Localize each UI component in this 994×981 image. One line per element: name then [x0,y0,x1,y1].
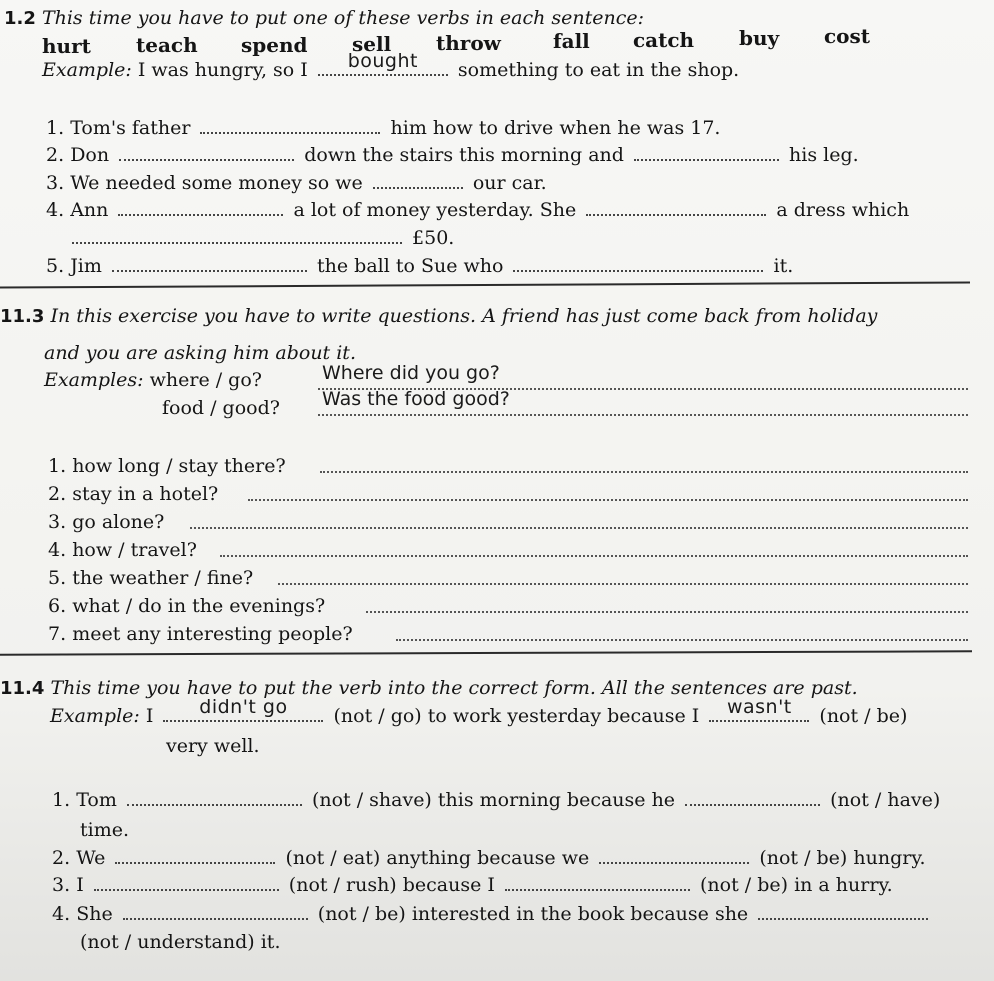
item-text: £50. [412,227,455,249]
example-answer: bought [347,50,418,72]
item-text: (not / be) in a hurry. [700,874,893,896]
item-text: We needed some money so we [70,172,363,194]
example-answer: Where did you go? [322,362,500,384]
item-text: Tom [76,789,117,811]
item-number: 4. [48,539,67,561]
answer-line[interactable] [278,583,968,585]
item-text: She [76,903,113,925]
item-number: 3. [46,172,65,194]
answer-blank[interactable] [373,171,463,189]
exercise-11-4-item-3 [52,873,893,897]
example-answer: Was the food good? [322,388,510,410]
answer-blank[interactable] [118,198,283,216]
exercise-1-2-item-5 [46,254,793,278]
item-text: the ball to Sue who [317,255,504,277]
section-number: 1.2 [4,8,36,29]
item-text: down the stairs this morning and [304,144,624,166]
answer-blank[interactable] [94,873,279,891]
item-text: it. [773,255,794,277]
item-number: 4. [52,903,71,925]
item-number: 1. [46,117,65,139]
verb-teach: teach [136,33,198,57]
section-instruction: This time you have to put the verb into the correct form. All the sentences are past. [50,677,858,699]
example-prompt: where / go? [149,369,262,391]
answer-blank[interactable] [115,846,275,864]
item-text: I [76,874,84,896]
example-11-4 [50,696,908,728]
item-number: 2. [46,144,65,166]
item-prompt: meet any interesting people? [72,623,353,645]
item-text: (not / rush) because I [288,874,495,896]
answer-blank[interactable] [112,254,307,272]
exercise-11-3-item-4 [48,538,197,562]
example-answer: wasn't [726,696,792,718]
exercise-11-4-item-1 [52,788,940,812]
item-prompt: go alone? [72,511,165,533]
answer-line[interactable] [396,639,968,641]
item-number: 7. [48,623,67,645]
exercise-11-3-item-5 [48,566,253,590]
example-blank [318,50,448,76]
example-text-a: I [145,705,154,727]
exercise-1-2-item-3 [46,171,547,195]
item-text: (not / be) hungry. [759,847,926,869]
exercise-1-2-item-1 [46,116,720,140]
item-text: (not / be) interested in the book because she [317,903,749,925]
item-number: 1. [48,455,67,477]
exercise-1-2-item-4 [46,198,909,222]
item-number: 6. [48,595,67,617]
item-number: 2. [52,847,71,869]
answer-blank[interactable] [513,254,763,272]
example-answer-line [318,414,968,416]
verb-hurt: hurt [42,34,91,58]
item-text: (not / shave) this morning because he [311,789,676,811]
item-prompt: the weather / fine? [72,567,254,589]
answer-blank[interactable] [119,143,294,161]
item-number: 5. [46,255,65,277]
example-1-2 [42,50,740,82]
example-blank [163,696,323,722]
item-number: 3. [48,511,67,533]
section-instruction: This time you have to put one of these verbs in each sentence: [41,7,645,29]
item-text-cont: time. [80,819,130,841]
verb-sell: sell [352,32,392,56]
answer-line[interactable] [248,499,968,501]
item-text: We [76,847,106,869]
verb-cost: cost [824,24,871,48]
examples-11-3-row-1 [44,368,262,392]
exercise-11-3-item-1 [48,454,286,478]
exercise-11-4-item-2 [52,846,926,870]
item-text: (not / eat) anything because we [285,847,590,869]
examples-11-3-row-2 [162,396,280,420]
item-text: our car. [472,172,547,194]
item-prompt: how / travel? [72,539,197,561]
item-text: Jim [70,255,102,277]
example-blank [709,696,809,722]
item-text: him how to drive when he was 17. [390,117,721,139]
exercise-11-3-item-3 [48,510,164,534]
example-answer: didn't go [199,696,288,718]
item-number: 2. [48,483,67,505]
item-text: a dress which [776,199,910,221]
section-instruction-cont: and you are asking him about it. [44,342,356,364]
answer-blank[interactable] [599,846,749,864]
item-number: 5. [48,567,67,589]
example-text-a: I was hungry, so I [137,59,308,81]
answer-blank[interactable] [685,788,820,806]
item-text-cont: (not / understand) it. [80,931,281,953]
exercise-11-3-item-7 [48,622,353,646]
answer-line[interactable] [320,471,968,473]
item-text: Tom's father [70,117,191,139]
answer-blank[interactable] [72,226,402,244]
item-text: his leg. [789,144,859,166]
answer-line[interactable] [220,555,968,557]
verb-spend: spend [241,33,308,57]
item-number: 3. [52,874,71,896]
section-divider [0,281,970,288]
example-text-b: (not / go) to work yesterday because I [333,705,700,727]
example-label: Example: [42,59,132,81]
item-text: a lot of money yesterday. She [293,199,577,221]
section-divider [0,650,972,655]
exercise-11-3-item-6 [48,594,325,618]
answer-line[interactable] [366,611,968,613]
answer-blank[interactable] [127,788,302,806]
exercise-1-2-item-4-cont [68,226,454,250]
example-text-d: very well. [166,735,260,757]
verb-buy: buy [739,26,780,50]
item-number: 1. [52,789,71,811]
item-prompt: what / do in the evenings? [72,595,326,617]
section-instruction: In this exercise you have to write questions. A friend has just come back from holiday [50,305,878,327]
answer-blank[interactable] [634,143,779,161]
item-prompt: how long / stay there? [72,455,286,477]
exercise-1-2-item-2 [46,143,859,167]
answer-line[interactable] [190,527,968,529]
example-prompt: food / good? [162,397,280,419]
item-number: 4. [46,199,65,221]
verb-catch: catch [633,28,695,52]
example-text-c: (not / be) [819,705,908,727]
example-text-b: something to eat in the shop. [457,59,740,81]
section-11-3-header [0,304,877,329]
exercise-11-3-item-2 [48,482,218,506]
item-text: Don [70,144,110,166]
item-text: (not / have) [830,789,941,811]
exercise-11-4-item-4 [52,902,932,926]
section-number: 11.4 [0,678,45,699]
item-text: Ann [70,199,109,221]
example-label: Example: [50,705,140,727]
answer-blank[interactable] [123,902,308,920]
section-number: 11.3 [0,306,45,327]
examples-label: Examples: [44,369,144,391]
answer-blank[interactable] [505,873,690,891]
answer-blank[interactable] [758,902,928,920]
item-prompt: stay in a hotel? [72,483,219,505]
section-1-2-header [4,6,644,31]
verb-fall: fall [553,29,590,53]
answer-blank[interactable] [586,198,766,216]
verb-throw: throw [436,31,501,55]
answer-blank[interactable] [200,116,380,134]
